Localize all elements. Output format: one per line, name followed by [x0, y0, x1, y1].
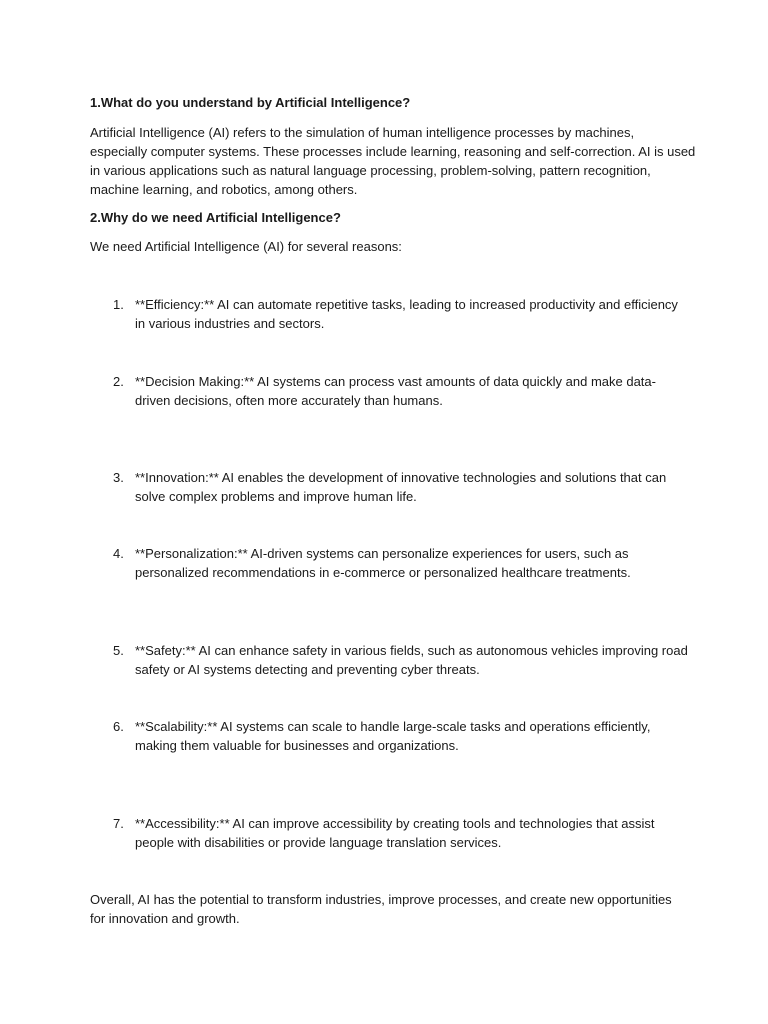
list-item-number: 7.	[113, 816, 124, 831]
list-item-line: driven decisions, often more accurately than humans.	[135, 393, 443, 408]
list-item-number: 2.	[113, 374, 124, 389]
list-item-line: **Efficiency:** AI can automate repetitive tasks, leading to increased productivity and efficiency	[135, 297, 678, 312]
q1-answer-line: especially computer systems. These processes include learning, reasoning and self-correction. AI is used	[90, 144, 696, 159]
list-item-line: **Scalability:** AI systems can scale to handle large-scale tasks and operations efficiently,	[135, 719, 651, 734]
q2-heading: 2.Why do we need Artificial Intelligence?	[90, 210, 341, 225]
list-item-line: personalized recommendations in e-commerce or personalized healthcare treatments.	[135, 565, 631, 580]
q1-answer-line: machine learning, and robotics, among others.	[90, 182, 358, 197]
list-item-line: **Personalization:** AI-driven systems can personalize experiences for users, such as	[135, 546, 629, 561]
q1-heading: 1.What do you understand by Artificial Intelligence?	[90, 95, 411, 110]
conclusion-line: for innovation and growth.	[90, 911, 240, 926]
list-item-line: people with disabilities or provide language translation services.	[135, 835, 502, 850]
list-item-line: solve complex problems and improve human life.	[135, 489, 417, 504]
q2-intro: We need Artificial Intelligence (AI) for several reasons:	[90, 239, 402, 254]
list-item-line: safety or AI systems detecting and preventing cyber threats.	[135, 662, 480, 677]
q1-answer-line: in various applications such as natural language processing, problem-solving, pattern recognition,	[90, 163, 651, 178]
list-item-number: 3.	[113, 470, 124, 485]
list-item-number: 4.	[113, 546, 124, 561]
list-item-line: **Decision Making:** AI systems can process vast amounts of data quickly and make data-	[135, 374, 656, 389]
list-item-line: in various industries and sectors.	[135, 316, 325, 331]
list-item-line: **Safety:** AI can enhance safety in various fields, such as autonomous vehicles improving road	[135, 643, 688, 658]
q1-answer-line: Artificial Intelligence (AI) refers to the simulation of human intelligence processes by machines,	[90, 125, 635, 140]
list-item-line: **Accessibility:** AI can improve accessibility by creating tools and technologies that assist	[135, 816, 655, 831]
list-item-number: 6.	[113, 719, 124, 734]
conclusion-line: Overall, AI has the potential to transform industries, improve processes, and create new opportunities	[90, 892, 672, 907]
list-item-line: **Innovation:** AI enables the development of innovative technologies and solutions that can	[135, 470, 667, 485]
list-item-line: making them valuable for businesses and organizations.	[135, 738, 459, 753]
list-item-number: 1.	[113, 297, 124, 312]
list-item-number: 5.	[113, 643, 124, 658]
